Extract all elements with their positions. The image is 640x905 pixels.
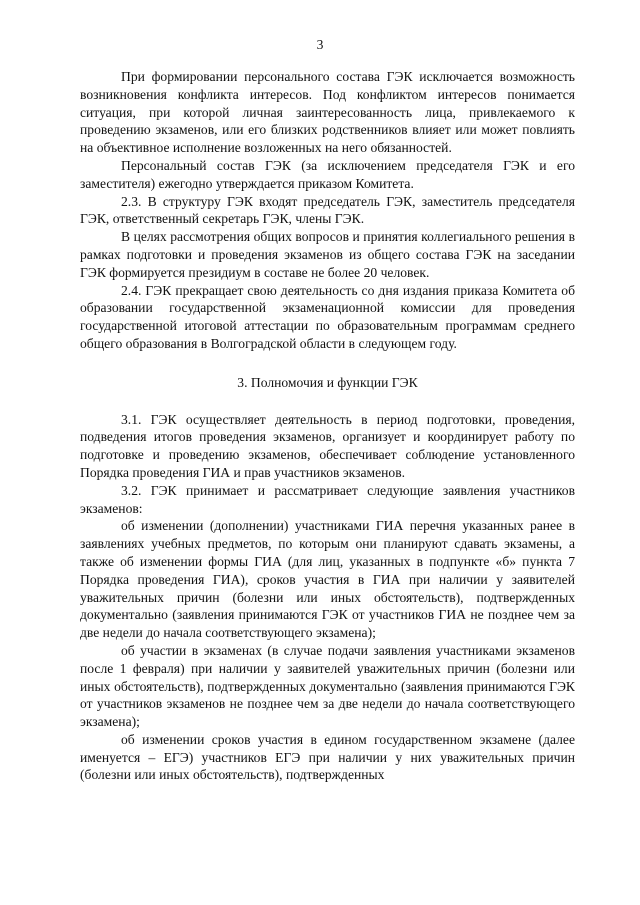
list-item-participation-after-february: об участии в экзаменах (в случае подачи заявления участниками экзаменов после 1 февраля) при наличии у заявителей уважительных причин (болезни или иных обстоятельств), подтвержденных документально (заявления принимаются ГЭК от участников экзаменов не позднее чем за две недели до начала соответствующего экзамена); (80, 642, 575, 730)
section-heading: 3. Полномочия и функции ГЭК (237, 374, 418, 390)
paragraph-2-4-termination: 2.4. ГЭК прекращает свою деятельность со дня издания приказа Комитета об образовании государственной экзаменационной комиссии для проведения государственной итоговой аттестации по образовательным программам среднего общего образования в Волгоградской области в следующем году. (80, 282, 575, 351)
paragraph-personal-composition: Персональный состав ГЭК (за исключением председателя ГЭК и его заместителя) ежегодно утверждается приказом Комитета. (80, 157, 575, 191)
list-item-change-ege-dates: об изменении сроков участия в едином государственном экзамене (далее именуется – ЕГЭ) участников ЕГЭ при наличии у них уважительных причин (болезни или иных обстоятельств), подтвержденных (80, 731, 575, 783)
paragraph-3-1-activity: 3.1. ГЭК осуществляет деятельность в период подготовки, проведения, подведения итогов проведения экзаменов, организует и координирует работу по подготовке и проведению экзаменов, обеспечивает соблюдение установленного Порядка проведения ГИА и прав участников экзаменов. (80, 411, 575, 480)
paragraph-2-3-structure: 2.3. В структуру ГЭК входят председатель ГЭК, заместитель председателя ГЭК, ответственный секретарь ГЭК, члены ГЭК. (80, 193, 575, 227)
paragraph-presidium: В целях рассмотрения общих вопросов и принятия коллегиального решения в рамках подготовки и проведения экзаменов из общего состава ГЭК на заседании ГЭК формируется президиум в составе не более 20 человек. (80, 229, 575, 280)
paragraph-3-2-applications: 3.2. ГЭК принимает и рассматривает следующие заявления участников экзаменов: (80, 482, 575, 516)
paragraph-conflict-of-interest: При формировании персонального состава ГЭК исключается возможность возникновения конфликта интересов. Под конфликтом интересов понимается ситуация, при которой личная заинтересованность лица, привлекаемого к проведению экзаменов, или его близких родственников влияет или может повлиять на объективное исполнение возложенных на него обязанностей. (80, 69, 575, 156)
page-number: 3 (316, 37, 324, 52)
list-item-change-subjects: об изменении (дополнении) участниками ГИА перечня указанных ранее в заявлениях учебных предметов, по которым они планируют сдавать экзамены, а также об изменении формы ГИА (для лиц, указанных в подпункте «б» пункта 7 Порядка проведения ГИА), сроков участия в ГИА при наличии у заявителей уважительных причин (болезни или иных обстоятельств), подтвержденных документально (заявления принимаются ГЭК от участников ГИА не позднее чем за две недели до начала соответствующего экзамена); (80, 518, 575, 641)
document-body (80, 68, 575, 784)
